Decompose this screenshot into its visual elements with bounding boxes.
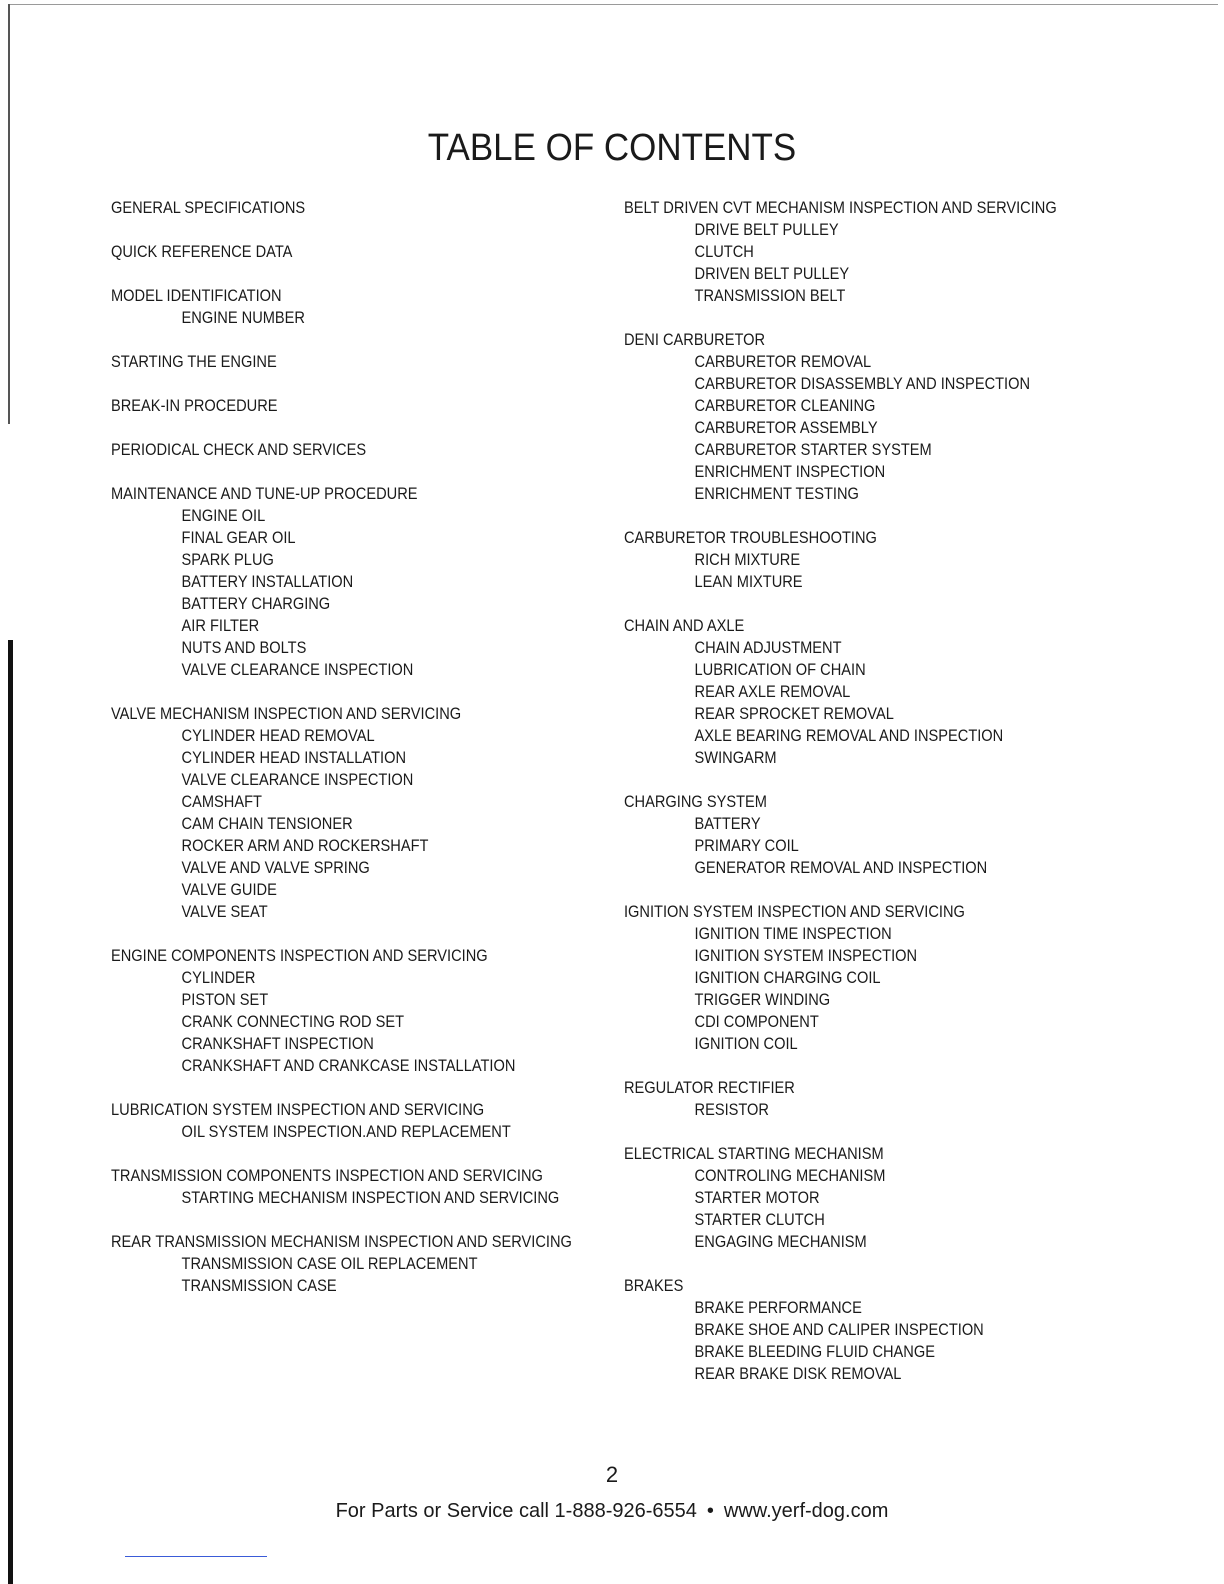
toc-subitem: STARTING MECHANISM INSPECTION AND SERVICING	[181, 1188, 560, 1207]
toc-heading: QUICK REFERENCE DATA	[111, 242, 293, 261]
toc-subitem: REAR AXLE REMOVAL	[694, 682, 851, 701]
page-title: TABLE OF CONTENTS	[427, 127, 797, 170]
scan-bottom-mark	[125, 1556, 267, 1557]
toc-subitem: IGNITION TIME INSPECTION	[694, 924, 892, 943]
toc-subitem: TRANSMISSION CASE	[181, 1276, 337, 1295]
toc-subitem: CAM CHAIN TENSIONER	[181, 814, 353, 833]
toc-section	[111, 1165, 611, 1209]
footer	[0, 1500, 1224, 1523]
toc-left-column	[111, 197, 611, 1319]
toc-section	[111, 945, 611, 1077]
scan-binding-edge	[8, 640, 13, 1584]
toc-section	[111, 483, 611, 681]
toc-section	[111, 197, 611, 219]
toc-heading: STARTING THE ENGINE	[111, 352, 277, 371]
toc-section	[111, 285, 611, 329]
toc-subitem: FINAL GEAR OIL	[181, 528, 296, 547]
toc-section	[624, 527, 1184, 593]
toc-subitem: STARTER CLUTCH	[694, 1210, 825, 1229]
toc-subitem: CARBURETOR ASSEMBLY	[694, 418, 878, 437]
toc-subitem: CYLINDER HEAD INSTALLATION	[181, 748, 407, 767]
toc-subitem: TRIGGER WINDING	[694, 990, 831, 1009]
toc-subitem: CARBURETOR DISASSEMBLY AND INSPECTION	[694, 374, 1031, 393]
toc-subitem: CRANKSHAFT INSPECTION	[181, 1034, 374, 1053]
toc-section	[624, 1077, 1184, 1121]
toc-subitem: LEAN MIXTURE	[694, 572, 803, 591]
toc-heading: LUBRICATION SYSTEM INSPECTION AND SERVICING	[111, 1100, 485, 1119]
toc-heading: BRAKES	[624, 1276, 684, 1295]
toc-subitem: BRAKE BLEEDING FLUID CHANGE	[694, 1342, 935, 1361]
toc-section	[624, 1275, 1184, 1385]
toc-subitem: IGNITION CHARGING COIL	[694, 968, 881, 987]
toc-section	[111, 241, 611, 263]
toc-subitem: NUTS AND BOLTS	[181, 638, 307, 657]
footer-contact: For Parts or Service call 1-888-926-6554	[335, 1500, 697, 1522]
toc-subitem: TRANSMISSION BELT	[694, 286, 846, 305]
toc-subitem: VALVE AND VALVE SPRING	[181, 858, 370, 877]
toc-subitem: BRAKE SHOE AND CALIPER INSPECTION	[694, 1320, 984, 1339]
toc-section	[624, 329, 1184, 505]
toc-heading: MAINTENANCE AND TUNE-UP PROCEDURE	[111, 484, 418, 503]
toc-subitem: ENGAGING MECHANISM	[694, 1232, 867, 1251]
toc-right-column	[624, 197, 1184, 1407]
toc-subitem: PRIMARY COIL	[694, 836, 799, 855]
toc-subitem: REAR SPROCKET REMOVAL	[694, 704, 894, 723]
toc-section	[111, 395, 611, 417]
toc-subitem: ENGINE NUMBER	[181, 308, 305, 327]
toc-subitem: VALVE CLEARANCE INSPECTION	[181, 770, 414, 789]
toc-heading: ENGINE COMPONENTS INSPECTION AND SERVICING	[111, 946, 488, 965]
toc-section	[111, 351, 611, 373]
toc-section	[111, 1099, 611, 1143]
toc-subitem: SWINGARM	[694, 748, 777, 767]
toc-heading: CARBURETOR TROUBLESHOOTING	[624, 528, 877, 547]
toc-subitem: CARBURETOR STARTER SYSTEM	[694, 440, 932, 459]
toc-subitem: CARBURETOR CLEANING	[694, 396, 876, 415]
toc-heading: TRANSMISSION COMPONENTS INSPECTION AND SERVICING	[111, 1166, 543, 1185]
toc-subitem: STARTER MOTOR	[694, 1188, 820, 1207]
toc-subitem: IGNITION COIL	[694, 1034, 798, 1053]
toc-subitem: CLUTCH	[694, 242, 754, 261]
toc-subitem: CARBURETOR REMOVAL	[694, 352, 872, 371]
toc-subitem: CAMSHAFT	[181, 792, 262, 811]
scan-top-edge	[8, 4, 1218, 5]
toc-section	[111, 1231, 611, 1297]
toc-subitem: AXLE BEARING REMOVAL AND INSPECTION	[694, 726, 1004, 745]
toc-section	[624, 615, 1184, 769]
toc-subitem: VALVE CLEARANCE INSPECTION	[181, 660, 414, 679]
page-number: 2	[605, 1462, 619, 1487]
toc-subitem: SPARK PLUG	[181, 550, 274, 569]
toc-subitem: CONTROLING MECHANISM	[694, 1166, 886, 1185]
toc-subitem: OIL SYSTEM INSPECTION.AND REPLACEMENT	[181, 1122, 511, 1141]
toc-heading: CHARGING SYSTEM	[624, 792, 767, 811]
toc-heading: VALVE MECHANISM INSPECTION AND SERVICING	[111, 704, 462, 723]
toc-subitem: AIR FILTER	[181, 616, 260, 635]
toc-subitem: VALVE GUIDE	[181, 880, 277, 899]
toc-section	[624, 901, 1184, 1055]
toc-subitem: CDI COMPONENT	[694, 1012, 819, 1031]
toc-subitem: CYLINDER	[181, 968, 256, 987]
toc-subitem: ENRICHMENT INSPECTION	[694, 462, 886, 481]
toc-subitem: RESISTOR	[694, 1100, 769, 1119]
scan-left-edge	[8, 4, 10, 424]
toc-heading: CHAIN AND AXLE	[624, 616, 745, 635]
toc-heading: BELT DRIVEN CVT MECHANISM INSPECTION AND SERVICING	[624, 198, 1057, 217]
toc-subitem: CYLINDER HEAD REMOVAL	[181, 726, 375, 745]
toc-heading: PERIODICAL CHECK AND SERVICES	[111, 440, 367, 459]
toc-subitem: ENRICHMENT TESTING	[694, 484, 859, 503]
toc-subitem: BATTERY CHARGING	[181, 594, 331, 613]
toc-subitem: CHAIN ADJUSTMENT	[694, 638, 842, 657]
toc-subitem: BATTERY	[694, 814, 761, 833]
toc-subitem: ENGINE OIL	[181, 506, 266, 525]
toc-subitem: DRIVEN BELT PULLEY	[694, 264, 850, 283]
toc-subitem: BRAKE PERFORMANCE	[694, 1298, 862, 1317]
toc-subitem: PISTON SET	[181, 990, 269, 1009]
footer-url[interactable]: www.yerf-dog.com	[723, 1500, 889, 1522]
toc-subitem: LUBRICATION OF CHAIN	[694, 660, 866, 679]
toc-subitem: ROCKER ARM AND ROCKERSHAFT	[181, 836, 429, 855]
toc-subitem: DRIVE BELT PULLEY	[694, 220, 839, 239]
toc-heading: BREAK-IN PROCEDURE	[111, 396, 278, 415]
toc-subitem: GENERATOR REMOVAL AND INSPECTION	[694, 858, 988, 877]
toc-heading: ELECTRICAL STARTING MECHANISM	[624, 1144, 884, 1163]
toc-heading: MODEL IDENTIFICATION	[111, 286, 282, 305]
toc-heading: REAR TRANSMISSION MECHANISM INSPECTION AND SERVICING	[111, 1232, 572, 1251]
toc-subitem: REAR BRAKE DISK REMOVAL	[694, 1364, 902, 1383]
footer-separator: •	[706, 1500, 714, 1522]
toc-subitem: TRANSMISSION CASE OIL REPLACEMENT	[181, 1254, 478, 1273]
toc-heading: REGULATOR RECTIFIER	[624, 1078, 795, 1097]
toc-section	[624, 791, 1184, 879]
toc-subitem: RICH MIXTURE	[694, 550, 801, 569]
toc-heading: GENERAL SPECIFICATIONS	[111, 198, 306, 217]
toc-subitem: IGNITION SYSTEM INSPECTION	[694, 946, 918, 965]
toc-section	[111, 703, 611, 923]
toc-section	[624, 197, 1184, 307]
toc-heading: DENI CARBURETOR	[624, 330, 766, 349]
toc-section	[624, 1143, 1184, 1253]
toc-subitem: BATTERY INSTALLATION	[181, 572, 354, 591]
toc-subitem: VALVE SEAT	[181, 902, 268, 921]
toc-subitem: CRANK CONNECTING ROD SET	[181, 1012, 405, 1031]
toc-subitem: CRANKSHAFT AND CRANKCASE INSTALLATION	[181, 1056, 516, 1075]
toc-heading: IGNITION SYSTEM INSPECTION AND SERVICING	[624, 902, 965, 921]
toc-section	[111, 439, 611, 461]
